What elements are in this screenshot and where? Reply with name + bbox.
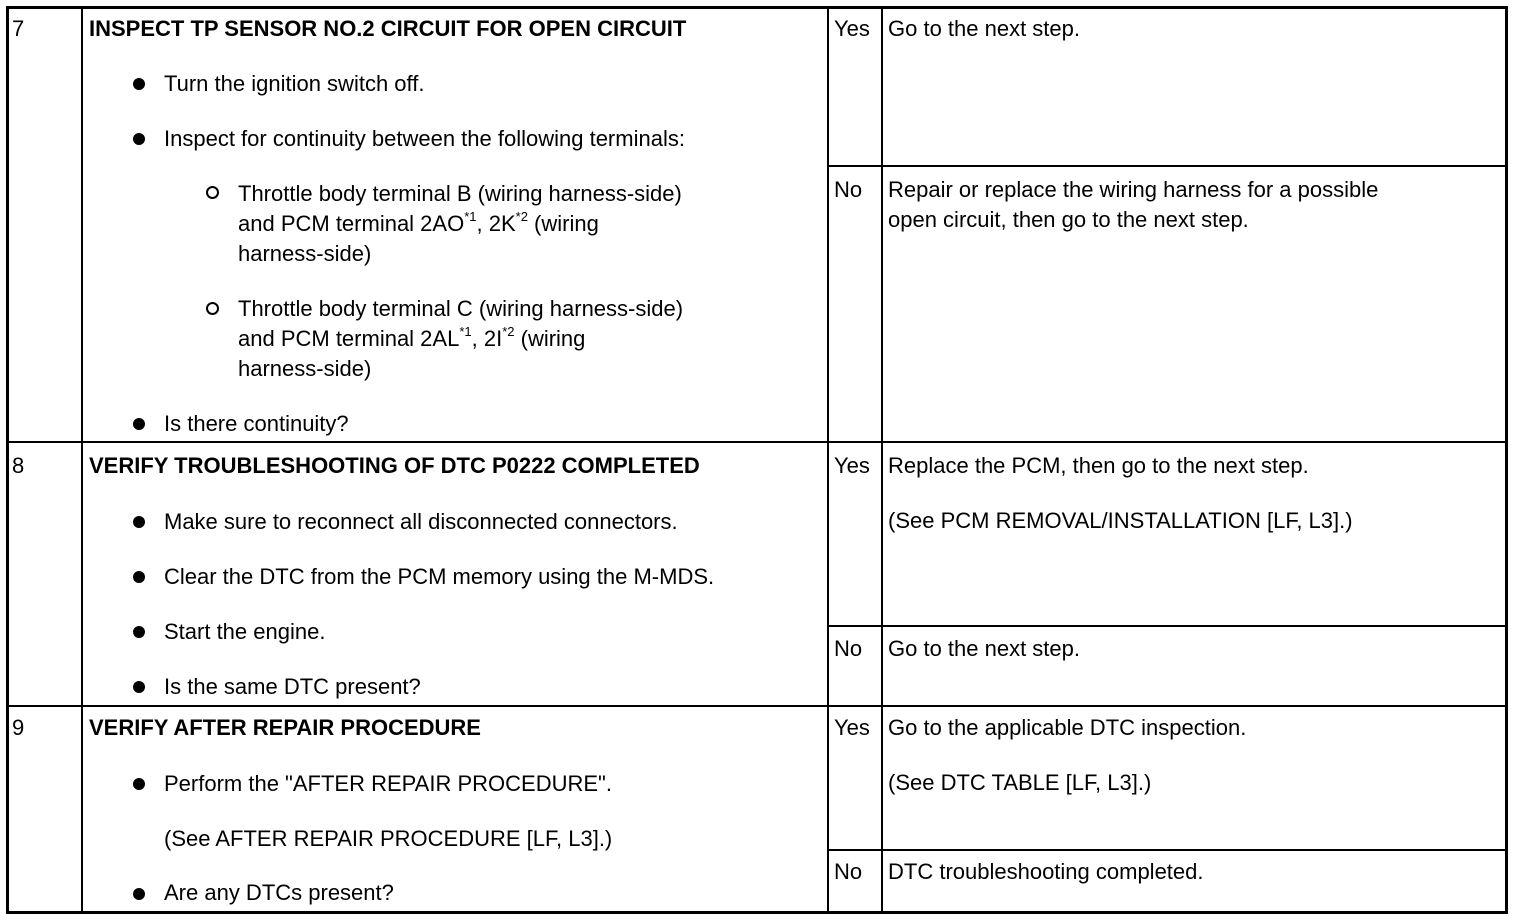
sub-item-line: Throttle body terminal C (wiring harness-side) bbox=[238, 296, 684, 321]
bullet-icon bbox=[133, 681, 145, 693]
column-divider-result bbox=[881, 9, 883, 911]
column-divider-action bbox=[827, 9, 829, 911]
row-divider-7-8 bbox=[9, 441, 1505, 443]
yes-label: Yes bbox=[834, 453, 870, 478]
no-label: No bbox=[834, 636, 863, 661]
bullet-icon bbox=[133, 571, 145, 583]
bullet-icon bbox=[133, 418, 145, 430]
bullet-text: Make sure to reconnect all disconnected connectors. bbox=[164, 509, 678, 534]
yes-action: Go to the next step. bbox=[888, 16, 1081, 41]
yes-action: Go to the applicable DTC inspection. bbox=[888, 715, 1247, 740]
no-action: DTC troubleshooting completed. bbox=[888, 859, 1204, 884]
yes-label: Yes bbox=[834, 715, 870, 740]
sub-item-line: Throttle body terminal B (wiring harness-side) bbox=[238, 181, 682, 206]
column-divider-step bbox=[81, 9, 83, 911]
bullet-text: Start the engine. bbox=[164, 619, 326, 644]
bullet-text: Are any DTCs present? bbox=[164, 880, 394, 905]
step-title: VERIFY AFTER REPAIR PROCEDURE bbox=[89, 715, 481, 740]
sub-item-line: harness-side) bbox=[238, 241, 372, 266]
step-number: 9 bbox=[12, 715, 25, 740]
no-action: open circuit, then go to the next step. bbox=[888, 207, 1249, 232]
bullet-text: Inspect for continuity between the following terminals: bbox=[164, 126, 685, 151]
bullet-text: Perform the "AFTER REPAIR PROCEDURE". bbox=[164, 771, 612, 796]
step-number: 8 bbox=[12, 453, 25, 478]
bullet-text: Turn the ignition switch off. bbox=[164, 71, 425, 96]
reference-note: (See AFTER REPAIR PROCEDURE [LF, L3].) bbox=[164, 826, 613, 851]
bullet-text: Is the same DTC present? bbox=[164, 674, 421, 699]
bullet-text: Is there continuity? bbox=[164, 411, 349, 436]
bullet-icon bbox=[133, 778, 145, 790]
no-action: Repair or replace the wiring harness for a possible bbox=[888, 177, 1379, 202]
step-title: VERIFY TROUBLESHOOTING OF DTC P0222 COMPLETED bbox=[89, 453, 700, 478]
step-title: INSPECT TP SENSOR NO.2 CIRCUIT FOR OPEN CIRCUIT bbox=[89, 16, 687, 41]
no-label: No bbox=[834, 177, 863, 202]
yes-no-divider-9 bbox=[827, 849, 1505, 851]
bullet-icon bbox=[133, 626, 145, 638]
no-label: No bbox=[834, 859, 863, 884]
sub-item-line: and PCM terminal 2AO$^{*1}$, $2K^{*2}$ (wiring bbox=[238, 208, 599, 236]
yes-label: Yes bbox=[834, 16, 870, 41]
sub-item-line: and PCM terminal 2AL$^{*1}$, $2I^{*2}$ (wiring bbox=[238, 323, 586, 351]
yes-action: Replace the PCM, then go to the next step. bbox=[888, 453, 1309, 478]
bullet-icon bbox=[133, 888, 145, 900]
yes-action-reference: (See DTC TABLE [LF, L3].) bbox=[888, 770, 1152, 795]
row-divider-8-9 bbox=[9, 705, 1505, 707]
open-bullet-icon bbox=[206, 302, 219, 315]
open-bullet-icon bbox=[206, 186, 219, 199]
sub-item-line: harness-side) bbox=[238, 356, 372, 381]
yes-no-divider-8 bbox=[827, 625, 1505, 627]
step-number: 7 bbox=[12, 16, 25, 41]
bullet-text: Clear the DTC from the PCM memory using the M-MDS. bbox=[164, 564, 715, 589]
bullet-icon bbox=[133, 78, 145, 90]
bullet-icon bbox=[133, 133, 145, 145]
yes-action-reference: (See PCM REMOVAL/INSTALLATION [LF, L3].) bbox=[888, 508, 1353, 533]
no-action: Go to the next step. bbox=[888, 636, 1081, 661]
yes-no-divider-7 bbox=[827, 165, 1505, 167]
bullet-icon bbox=[133, 516, 145, 528]
